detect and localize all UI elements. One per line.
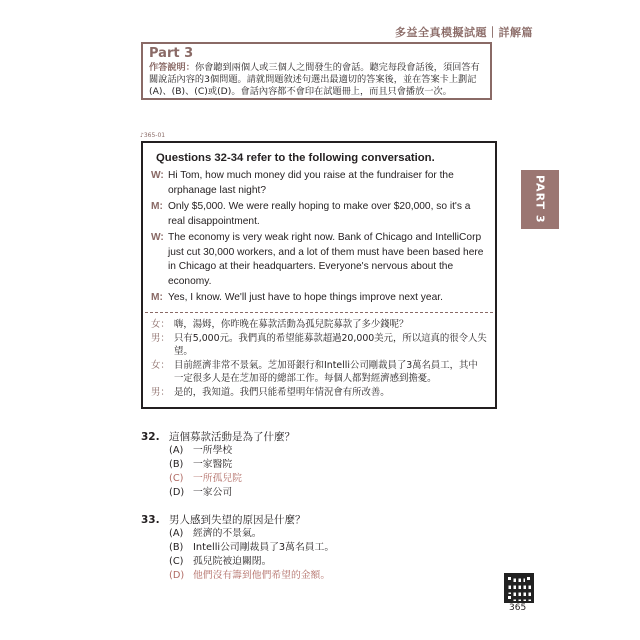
option-label: (A) bbox=[169, 528, 184, 539]
option-text: 經濟的不景氣。 bbox=[193, 528, 262, 539]
utterance: Only $5,000. We were really hoping to make over $20,000, so it's a real disappointment. bbox=[168, 201, 471, 227]
answer-option bbox=[169, 527, 334, 541]
audio-track-code: ♪365-01 bbox=[140, 132, 166, 139]
running-header: 多益全真模擬試題｜詳解篇 bbox=[395, 26, 533, 39]
question-number: 32. bbox=[141, 431, 160, 443]
speaker-label: M: bbox=[151, 201, 163, 212]
translation-speaker: 女： bbox=[151, 318, 170, 330]
conversation-line bbox=[151, 200, 487, 229]
translation-text: 目前經濟非常不景氣。芝加哥銀行和Intelli公司剛裁員了3萬名員工，其中一定很多人是在芝加哥的總部工作。每個人都對經濟感到擔憂。 bbox=[174, 359, 478, 384]
conversation-line bbox=[151, 291, 487, 306]
option-text: 一所學校 bbox=[193, 445, 233, 456]
question-text: 這個募款活動是為了什麼？ bbox=[169, 431, 295, 443]
question-33 bbox=[141, 513, 334, 583]
option-label: (C) bbox=[169, 473, 184, 484]
option-text: 一家醫院 bbox=[193, 459, 233, 470]
speaker-label: W: bbox=[151, 170, 164, 181]
utterance: The economy is very weak right now. Bank of Chicago and IntelliCorp just cut 30,000 workers, and a lot of them must have been based here in Chicago at their headquarters. Everyone's nervous about the economy. bbox=[168, 232, 484, 287]
page-number: 365 bbox=[509, 603, 527, 613]
option-label: (B) bbox=[169, 542, 184, 553]
qr-finder-icon bbox=[506, 575, 513, 582]
question-number: 33. bbox=[141, 514, 160, 526]
answer-option bbox=[169, 541, 334, 555]
answer-option-correct bbox=[169, 472, 295, 486]
option-text: Intelli公司剛裁員了3萬名員工。 bbox=[193, 542, 335, 553]
instructions-body: 你會聽到兩個人或三個人之間發生的會話。聽完每段會話後，須回答有關說話內容的3個問題。請就問題敘述句選出最適切的答案後，並在答案卡上劃記(A)、(B)、(C)或(D)。會話內容都不會印在試題冊上，而且只會播放一次。 bbox=[149, 62, 480, 97]
option-label: (D) bbox=[169, 570, 185, 581]
translation-divider bbox=[145, 312, 493, 313]
instructions-box bbox=[141, 42, 492, 100]
qr-code-icon bbox=[504, 573, 534, 603]
translation-text: 只有5,000元。我們真的希望能募款超過20,000美元，所以這真的很令人失望。 bbox=[174, 332, 487, 357]
translation-speaker: 女： bbox=[151, 359, 170, 371]
option-label: (A) bbox=[169, 445, 184, 456]
option-label: (B) bbox=[169, 459, 184, 470]
conversation-line bbox=[151, 231, 487, 289]
translation-line bbox=[151, 332, 487, 358]
option-text: 一所孤兒院 bbox=[193, 473, 242, 484]
option-text: 他們沒有籌到他們希望的金額。 bbox=[193, 570, 331, 581]
answer-option-correct bbox=[169, 569, 334, 583]
translation-line bbox=[151, 318, 487, 331]
answer-option bbox=[169, 444, 295, 458]
option-label: (D) bbox=[169, 487, 185, 498]
answer-option bbox=[169, 458, 295, 472]
answer-option bbox=[169, 486, 295, 500]
instructions-text bbox=[149, 62, 484, 98]
side-tab-label: PART 3 bbox=[533, 175, 547, 224]
translation-line bbox=[151, 386, 487, 399]
translation-line bbox=[151, 359, 487, 385]
question-text: 男人感到失望的原因是什麼？ bbox=[169, 514, 306, 526]
utterance: Hi Tom, how much money did you raise at the fundraiser for the orphanage last night? bbox=[168, 170, 454, 196]
option-label: (C) bbox=[169, 556, 184, 567]
answer-option bbox=[169, 555, 334, 569]
translation-text: 是的，我知道。我們只能希望明年情況會有所改善。 bbox=[174, 386, 390, 398]
conversation-heading: Questions 32-34 refer to the following conversation. bbox=[156, 152, 435, 164]
qr-finder-icon bbox=[525, 575, 532, 582]
translation-speaker: 男： bbox=[151, 332, 170, 344]
translation-speaker: 男： bbox=[151, 386, 170, 398]
speaker-label: M: bbox=[151, 292, 163, 303]
question-32 bbox=[141, 430, 295, 500]
option-text: 孤兒院被迫關閉。 bbox=[193, 556, 272, 567]
instructions-label: 作答說明： bbox=[149, 62, 195, 73]
translation-text: 嗨，湯姆，你昨晚在募款活動為孤兒院募款了多少錢呢？ bbox=[174, 318, 409, 330]
option-text: 一家公司 bbox=[193, 487, 233, 498]
part-title: Part 3 bbox=[149, 46, 194, 61]
part-side-tab bbox=[521, 170, 559, 229]
speaker-label: W: bbox=[151, 232, 164, 243]
conversation-line bbox=[151, 169, 487, 198]
qr-finder-icon bbox=[506, 594, 513, 601]
utterance: Yes, I know. We'll just have to hope things improve next year. bbox=[168, 292, 443, 303]
conversation-box bbox=[141, 141, 497, 409]
